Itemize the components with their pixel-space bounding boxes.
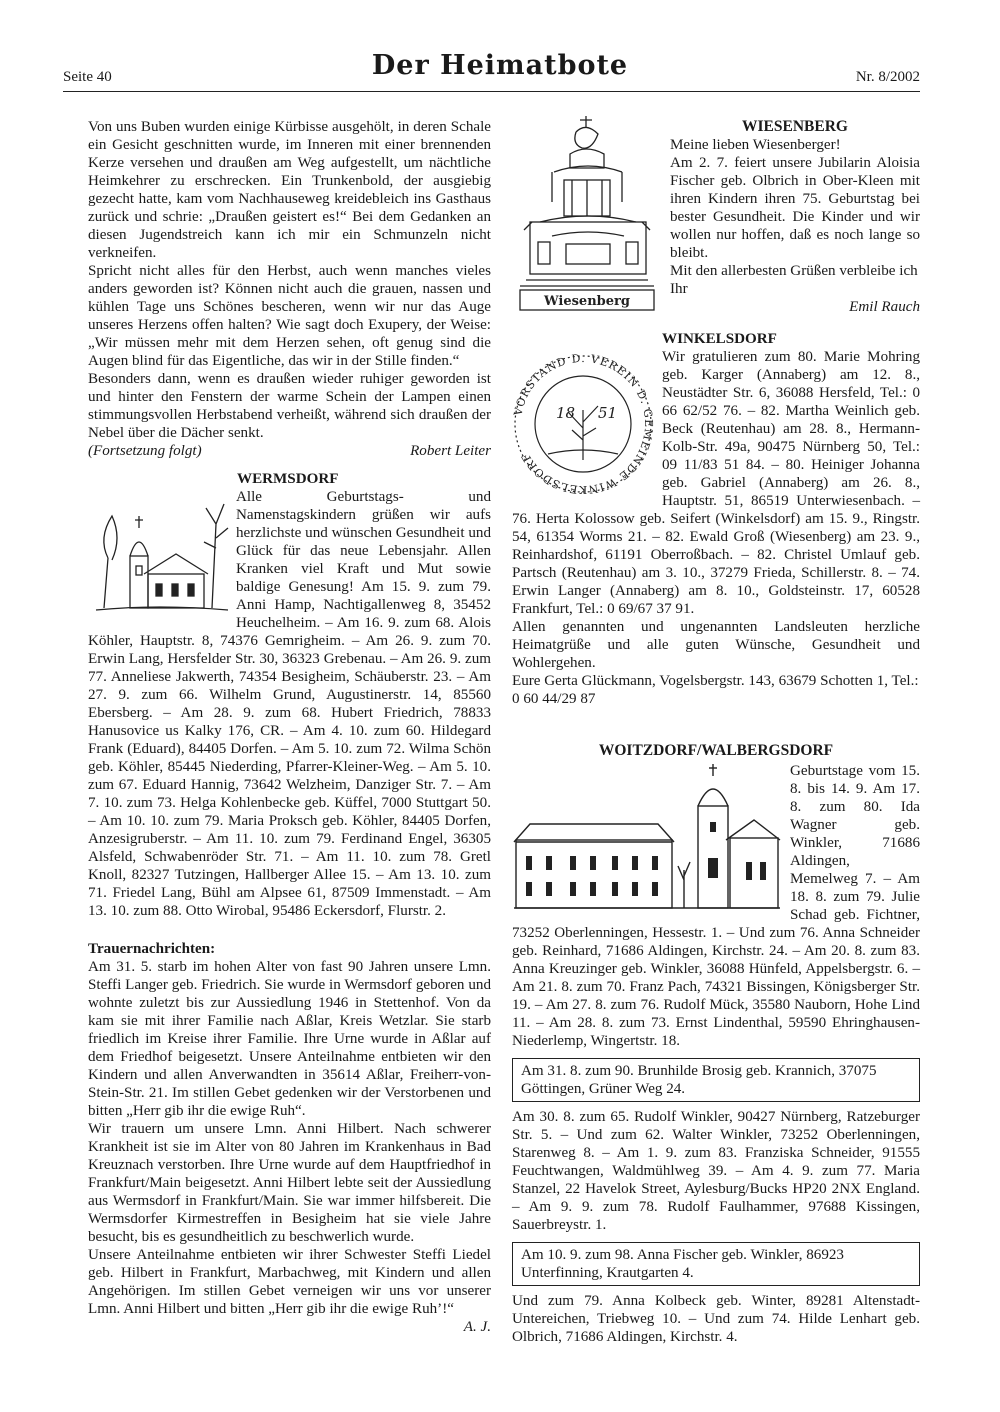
woitzdorf-text-1: Geburtstage vom 15. 8. bis 14. 9. Am 17. 8. zum 80. Ida Wagner geb. Winkler, 71686 Aldingen, Memelweg 7. – Am 18. 8. zum 79. Julie Schad geb. Fichtner, 73252 Oberlenningen, Hessestr. 1. – Und zum 76. Anna Schneider geb. Reinhard, 71686 Aldingen, Kirchstr. 24. – Am 20. 8. zum 83. Anna Kreuzinger geb. Winkler, 36088 Hünfeld, Appelsbergstr. 6. – Am 21. 8. zum 70. Franz Pach, 74321 Bissingen, Königsberger Str. 19. – Am 27. 8. zum 76. Rudolf Mück, 35580 Nauborn, Hohe Lind 11. – Am 28. 8. zum 73. Ernst Lindenthal, 59590 Ehringhausen-Niederlemp, Wingertstr. 18.: [512, 763, 920, 1049]
author-name: Robert Leiter: [410, 443, 491, 459]
wermsdorf-heading-block: [88, 470, 491, 488]
winkelsdorf-heading-block: [662, 330, 920, 348]
woitzdorf-box-2-text: Am 10. 9. zum 98. Anna Fischer geb. Winkler, 86923 Unterfinning, Krautgarten 4.: [521, 1247, 844, 1281]
wiesenberg-closing: Mit den allerbesten Grüßen verbleibe ich Ihr: [670, 263, 918, 297]
seal-float-spacer: [512, 348, 662, 496]
woitzdorf-heading: WOITZDORF/WALBERGSDORF: [598, 742, 834, 759]
woitzdorf-text-3: Und zum 79. Anna Kolbeck geb. Winter, 89281 Altenstadt-Untereichen, Triebweg 10. – Und zum 74. Hilde Lenhart geb. Olbrich, 71686 Aldingen, Kirchstr. 4.: [512, 1293, 920, 1345]
intro-paragraph-2: Spricht nicht alles für den Herbst, auch wenn manches vieles anders geworden ist? Können nicht auch die grauen, nassen und kühlen Tage uns Schönes bescheren, wenn wir nur das Auge unseres Herzens offen halten? Wie sagt doch Exupery, der Weise: „Wir müssen mehr mit dem Herzen sehen, oft genug sind die Augen blind für das Eigentliche, das wir in der Stille finden.“: [88, 263, 491, 369]
wiesenberg-heading: WIESENBERG: [742, 118, 848, 135]
wermsdorf-heading: WERMSDORF: [237, 471, 339, 487]
woitzdorf-highlight-box-2: [512, 1242, 920, 1286]
winkelsdorf-seal-right: 51: [598, 404, 618, 422]
wiesenberg-text: Am 2. 7. feiert unsere Jubilarin Aloisia Fischer geb. Olbrich in Ober-Kleen mit ihren Kindern ihren 75. Geburtstag bei bester Gesundheit. Die Kinder und wir wollen nur hoffen, daß es noch lange so bleibt.: [670, 155, 920, 261]
page-number: Seite 40: [63, 69, 112, 85]
trauer-heading: Trauernachrichten:: [88, 941, 216, 957]
trauer-paragraph-1: Am 31. 5. starb im hohen Alter von fast 90 Jahren unsere Lmn. Steffi Langer geb. Friedrich. Sie wurde in Wermsdorf geboren und wohnte zuletzt bis zur Aussiedlung 1946 in Stettenhof. Von da kam sie mit ihrer Familie nach Aßlar, Kreis Wetzlar. Sie starb friedlich im Kreise ihrer Familie. Ihre Urne wurde in Aßlar auf dem Friedhof beigesetzt. Unsere Anteilnahme entbieten wir den Kindern und allen Anverwandten in 35614 Aßlar, Freiherr-von-Stein-Str. 21. Im stillen Gebet gedenken wir der Verstorbenen und bitten „Herr gib ihr die ewige Ruh“.: [88, 959, 491, 1119]
wiesenberg-signature: Emil Rauch: [849, 299, 920, 315]
village-float-spacer: [512, 762, 790, 924]
issue-number: Nr. 8/2002: [855, 69, 920, 85]
winkelsdorf-heading: WINKELSDORF: [662, 331, 777, 347]
intro-paragraph-1: Von uns Buben wurden einige Kürbisse ausgehölt, in deren Schale ein Gesicht geschnitten wurde, im Inneren mit einer brennenden Kerze versehen und draußen am Weg aufgestellt, um nächtliche Heimkehrer zu erschrecken. Ein Trunkenbold, der ausgiebig gezecht hatte, kam vom Nachhauseweg kreidebleich ins Gasthaus zurück und schrie: „Draußen geistert es!“ Bei dem Gedanken an diesen Jugendstreich kann ich mir ein Schmunzeln nicht verkneifen.: [88, 119, 491, 261]
wiesenberg-emblem-label: Wiesenberg: [544, 294, 630, 309]
winkelsdorf-seal-left: 18: [556, 404, 576, 422]
winkelsdorf-text: Wir gratulieren zum 80. Marie Mohring geb. Karger (Annaberg) am 12. 8., Neustädter Str. 6, 36088 Hersfeld, Tel.: 0 66 62/52 76. – 82. Martha Weinlich geb. Beck (Reutenhau) am 28. 8., Hermann-Kolb-Str. 49a, 90475 Nürnberg 50, Tel.: 09 11/83 51 84. – 80. Heiniger Johanna geb. Gabriel (Annaberg) am 26. 8., Hauptstr. 51, 86519 Unterwiesenbach. – 76. Herta Kolossow geb. Seifert (Winkelsdorf) am 15. 9., Ringstr. 54, 61354 Worms 21. – 82. Ewald Groß (Wiesenberg) am 23. 9., Reinhardshof, 61191 Oberroßbach. – 82. Christel Umlauf geb. Partsch (Reutenhau) am 3. 10., 37279 Frieda, Schillerstr. 8. – 74. Erwin Langer (Annaberg) am 8. 10., Goldsteinstr. 17, 60528 Frankfurt, Tel.: 0 69/67 37 91.: [512, 349, 920, 617]
masthead-title: Der Heimatbote: [371, 50, 629, 81]
woitzdorf-heading-block: [512, 742, 920, 760]
winkelsdorf-seal-text: VORSTAND D. VEREIN D. GEMEINDE WINKELSDORF: [511, 351, 656, 497]
wermsdorf-text: Alle Geburtstags- und Namenstagskindern grüßen wir aufs herzlichste und wünschen Gesundheit und Glück für das neue Lebensjahr. Allen Kranken viel Kraft und Mut sowie baldige Genesung! Am 15. 9. zum 79. Anni Hamp, Nachtigallenweg 8, 35452 Heuchelheim. – Am 16. 9. zum 68. Alois Köhler, Hauptstr. 8, 74376 Gemrigheim. – Am 26. 9. zum 70. Erwin Lang, Hersfelder Str. 30, 36323 Grebenau. – Am 26. 9. zum 77. Anneliese Jakwerth, 74354 Besigheim, Schäuberstr. 23. – Am 27. 9. zum 66. Wilhelm Grund, Augustinerstr. 14, 85560 Ebersberg. – Am 28. 9. zum 68. Hubert Friedrich, 78833 Hanusovice us Kalky 176, CR. – Am 4. 10. zum 60. Hildegard Frank (Eduard), 84405 Dorfen. – Am 5. 10. zum 72. Wilma Schön geb. Köhler, 85445 Niederding, Pfarrer-Kleiner-Weg. – Am 5. 10. zum 67. Eduard Hannig, 73642 Welzheim, Danziger Str. 7. – Am 7. 10. zum 73. Helga Kohlenbecke geb. Küffel, 7000 Stuttgart 50. – Am 10. 10. zum 79. Maria Proksch geb. Köhler, 84405 Dorfen, Anzesigruberstr. – Am 11. 10. zum 79. Ferdinand Engel, 36305 Alsfeld, Schwabenröder Str. 71. – Am 11. 10. zum 78. Gretl Knoll, 82327 Tutzingen, Hallberger Allee 15. – Am 13. 10. zum 71. Friedel Lang, Bühl am Alpsee 61, 87509 Immenstadt. – Am 13. 10. zum 88. Otto Wirobal, 95486 Eckersdorf, Flurstr. 2.: [88, 489, 491, 919]
trauer-paragraph-2: Wir trauern um unsere Lmn. Anni Hilbert. Nach schwerer Krankheit ist sie im Alter von 80 Jahren im Krankenhaus in Bad Kreuznach verstorben. Ihre Urne wurde auf dem Hauptfriedhof in Frankfurt/Main beigesetzt. Anni Hilbert lebte seit der Aussiedlung aus Wermsdorf in Frankfurt/Main. Sie war immer hilfsbereit. Die Wermsdorfer Kirmestreffen in Besigheim hat sie viele Jahre besucht, bis es gesundheitlich zu beschwerlich wurde.: [88, 1121, 491, 1245]
winkelsdorf-greeting: Allen genannten und ungenannten Landsleuten herzliche Heimatgrüße und alle guten Wünsche, Gesundheit und Wohlergehen.: [512, 619, 920, 671]
left-column: [88, 118, 491, 460]
trauer-paragraph-3: Unsere Anteilnahme entbieten wir ihrer Schwester Steffi Liedel geb. Hilbert in Frankfurt, Marbachweg, mit Kindern und allen Angehörigen. Im stillen Gebet verneigen wir uns vor unserer Lmn. Anni Hilbert und bitten „Herr gib ihr die ewige Ruh’!“: [88, 1247, 491, 1317]
wiesenberg-emblem: [512, 110, 662, 320]
wermsdorf-section: [88, 488, 491, 920]
header-rule: [63, 91, 920, 92]
trauer-section: [88, 940, 491, 1336]
winkelsdorf-signature: Eure Gerta Glückmann, Vogelsbergstr. 143, 63679 Schotten 1, Tel.: 0 60 44/29 87: [512, 673, 919, 707]
wiesenberg-salutation: Meine lieben Wiesenberger!: [670, 137, 841, 153]
wiesenberg-section: [670, 118, 920, 316]
woitzdorf-box-1-text: Am 31. 8. zum 90. Brunhilde Brosig geb. Krannich, 37075 Göttingen, Grüner Weg 24.: [521, 1063, 877, 1097]
winkelsdorf-section: [512, 348, 920, 708]
woitzdorf-highlight-box-1: [512, 1058, 920, 1102]
continuation-note: (Fortsetzung folgt): [88, 443, 202, 459]
trauer-signature: A. J.: [463, 1319, 491, 1335]
woitzdorf-section: [512, 762, 920, 1346]
intro-paragraph-3: Besonders dann, wenn es draußen wieder ruhiger geworden ist und hinter den Fenstern der warme Schein der Lampen einen stimmungsvollen Herbstabend verheißt, während sich draußen der Nebel über die Dächer senkt.: [88, 371, 491, 441]
woitzdorf-text-2: Am 30. 8. zum 65. Rudolf Winkler, 90427 Nürnberg, Ratzeburger Str. 5. – Und zum 62. Walter Winkler, 73252 Oberlenningen, Starenweg 8. – Am 1. 9. zum 83. Franziska Schneider, 91555 Feuchtwangen, Waldmühlweg 39. – Am 4. 9. zum 77. Maria Stanzel, 22 Havelok Street, Aylesburg/Bucks HP20 2NX England. – Am 9. 9. zum 78. Rudolf Faulhammer, 97688 Kissingen, Sauerbreystr. 1.: [512, 1109, 920, 1233]
byline-row: [88, 442, 491, 460]
church-float-spacer: [88, 488, 236, 626]
